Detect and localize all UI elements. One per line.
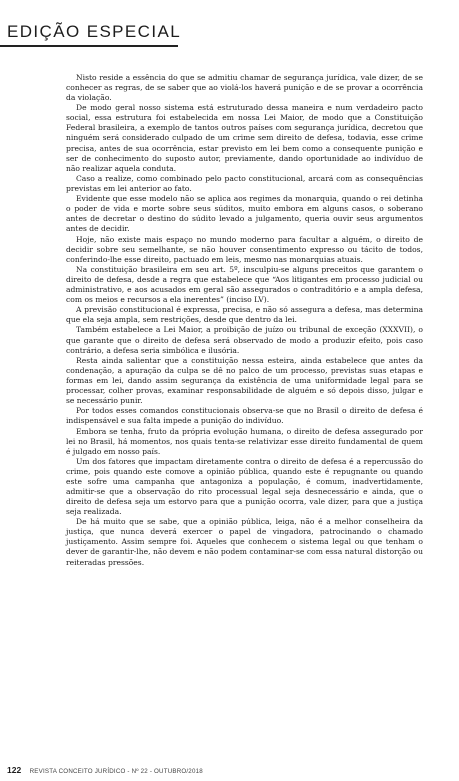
page-number: 122: [7, 765, 22, 775]
article-paragraph: Resta ainda salientar que a constituição nessa esteira, ainda estabelece que antes da condenação, a apuração da culpa se dê no palco de um processo, previstas suas etapas e formas em lei, dando assim segurança da existência de uma uniformidade legal para se processar, colher provas, examinar responsabilidade de alguém e só depois disso, julgar e se necessário punir.: [66, 355, 423, 405]
article-paragraph: Na constituição brasileira em seu art. 5º, insculpiu-se alguns preceitos que garantem o direito de defesa, desde a regra que estabelece que “Aos litigantes em processo judicial ou administrativo, e aos acusados em geral são assegurados o contraditório e a ampla defesa, com os meios e recursos a ela inerentes” (inciso LV).: [66, 264, 423, 304]
article-paragraph: Caso a realize, como combinado pelo pacto constitucional, arcará com as consequências previstas em lei anterior ao fato.: [66, 173, 423, 193]
article-body: [66, 73, 423, 568]
article-paragraph: Embora se tenha, fruto da própria evolução humana, o direito de defesa assegurado por lei no Brasil, há momentos, nos quais tenta-se relativizar esse direito fundamental de quem é julgado em nosso país.: [66, 426, 423, 456]
article-paragraph: Nisto reside a essência do que se admitiu chamar de segurança jurídica, vale dizer, de se conhecer as regras, de se saber que ao violá-los haverá punição e de se provar a ocorrência da violação.: [66, 73, 423, 103]
section-title: EDIÇÃO ESPECIAL: [7, 22, 182, 41]
page-footer: [7, 760, 203, 778]
article-paragraph: De modo geral nosso sistema está estruturado dessa maneira e num verdadeiro pacto social, essa estrutura foi estabelecida em nossa Lei Maior, de modo que a Constituição Federal brasileira, a exemplo de tantos outros países com segurança jurídica, decretou que ninguém será considerado culpado de um crime sem direito de defesa, todavia, esse crime precisa, antes de sua ocorrência, estar previsto em lei bem como a consequente punição e ser de conhecimento do suposto autor, previamente, dando oportunidade ao indivíduo de não realizar aquela conduta.: [66, 103, 423, 173]
running-footer: REVISTA CONCEITO JURÍDICO - Nº 22 - OUTUBRO/2018: [29, 768, 203, 775]
article-paragraph: Evidente que esse modelo não se aplica aos regimes da monarquia, quando o rei detinha o poder de vida e morte sobre seus súditos, muito embora em alguns casos, o soberano antes de decretar o destino do súdito levado a julgamento, queria ouvir seus argumentos antes de decidir.: [66, 194, 423, 234]
section-title-underline: [0, 45, 178, 47]
article-paragraph: Também estabelece a Lei Maior, a proibição de juízo ou tribunal de exceção (XXXVII), o que garante que o direito de defesa será observado de modo a produzir efeito, pois caso contrário, a defesa seria simbólica e ilusória.: [66, 325, 423, 355]
article-paragraph: Por todos esses comandos constitucionais observa-se que no Brasil o direito de defesa é indispensável e sua falta impede a punição do indivíduo.: [66, 406, 423, 426]
page-header: [0, 0, 459, 48]
article-paragraph: Hoje, não existe mais espaço no mundo moderno para facultar a alguém, o direito de decidir sobre seu semelhante, se não houver consentimento expresso ou tácito de todos, conferindo-lhe esse direito, pactuado em leis, mesmo nas monarquias atuais.: [66, 234, 423, 264]
article-paragraph: A previsão constitucional é expressa, precisa, e não só assegura a defesa, mas determina que ela seja ampla, sem restrições, desde que dentro da lei.: [66, 305, 423, 325]
article-paragraph: De há muito que se sabe, que a opinião pública, leiga, não é a melhor conselheira da justiça, que nunca deverá exercer o papel de vingadora, patrocinando o chamado justiçamento. Assim sempre foi. Aqueles que conhecem o sistema legal ou que tenham o dever de garantir-lhe, não devem e não podem contaminar-se com essa natural distorção ou reiteradas pressões.: [66, 517, 423, 567]
article-paragraph: Um dos fatores que impactam diretamente contra o direito de defesa é a repercussão do crime, pois quando este comove a opinião pública, quando este é repugnante ou quando este sofre uma campanha que antagoniza a população, é comum, inadvertidamente, admitir-se que a observação do rito processual legal seja desnecessário e ainda, que o direito de defesa seja um estorvo para que a punição ocorra, vale dizer, para que a justiça seja realizada.: [66, 456, 423, 517]
